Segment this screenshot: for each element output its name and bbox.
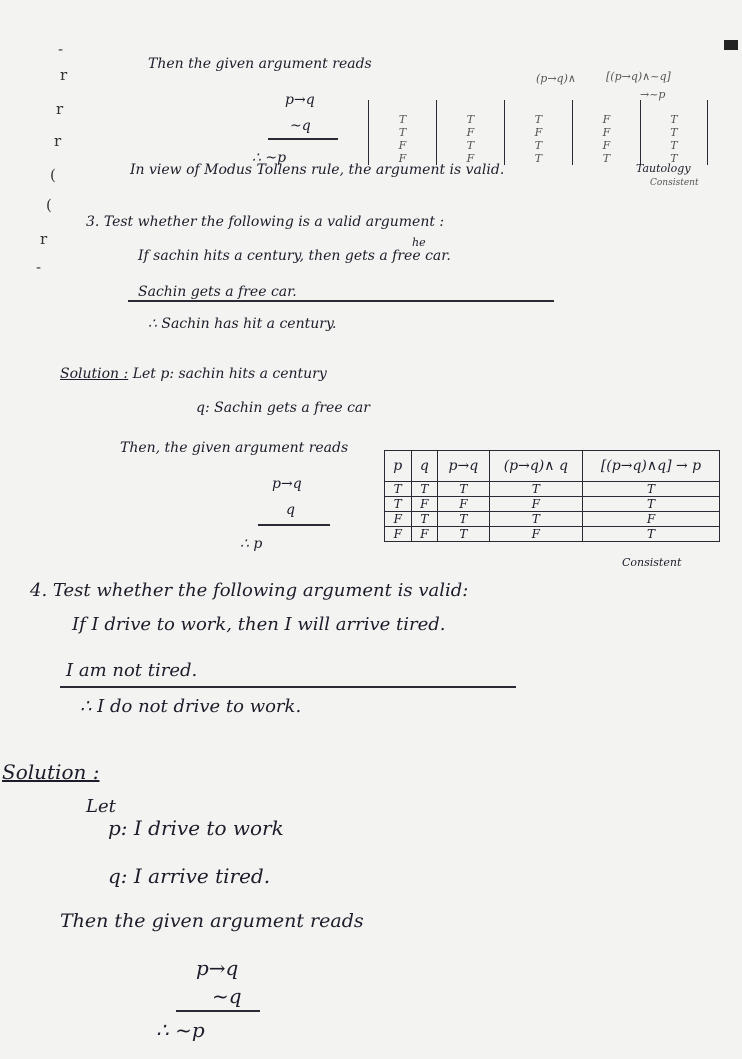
margin-mark: r [56, 100, 64, 118]
table-row: F F T T T [369, 152, 708, 165]
sol3-let: Let [132, 366, 156, 382]
tautology-note: Consistent [650, 178, 699, 188]
q4-conclusion: ∴ I do not drive to work. [80, 696, 302, 717]
top-intro: Then the given argument reads [148, 56, 372, 72]
sol3-label: Solution : [60, 366, 129, 382]
q3-insert-word: he [412, 236, 426, 249]
table-row: T F F F T [369, 126, 708, 139]
top-table-header-right: [(p→q)∧~q] [606, 70, 671, 83]
col-header: p→q [438, 451, 490, 482]
table-row: F F T F T [385, 527, 720, 542]
top-premise-1: p→q [285, 92, 315, 108]
col-header: (p→q)∧ q [489, 451, 582, 482]
margin-mark: ( [50, 166, 56, 184]
sol3-premise-1: p→q [272, 476, 302, 492]
margin-mark: ( [46, 196, 52, 214]
table-row: T T T F T [369, 113, 708, 126]
q4-line-1: If I drive to work, then I will arrive tired. [72, 614, 446, 635]
sol4-let: Let [86, 796, 116, 817]
sol3-conclusion: ∴ p [240, 536, 263, 552]
sol4-intro: Then the given argument reads [60, 910, 364, 932]
margin-mark: - [58, 40, 64, 58]
margin-mark: r [54, 132, 62, 150]
q3-premise-rule [128, 300, 554, 302]
q4-line-2: I am not tired. [66, 660, 198, 681]
sol4-conclusion: ∴ ~p [156, 1018, 205, 1042]
corner-mark [724, 40, 738, 50]
sol4-premise-2: ~q [212, 984, 242, 1008]
col-header: q [411, 451, 438, 482]
top-table-header-mid: (p→q)∧ [536, 72, 576, 85]
q3-heading: Test whether the following is a valid argument : [103, 214, 445, 230]
q3-line-2: Sachin gets a free car. [138, 284, 297, 300]
q3-line-1: If sachin hits a century, then gets a free car. [138, 248, 451, 264]
margin-mark: r [40, 230, 48, 248]
top-table-header-arrow: →~p [640, 88, 666, 101]
top-premise-rule [268, 138, 338, 140]
sol4-label: Solution : [2, 760, 100, 784]
table-row: F T T F T [369, 139, 708, 152]
table-row: F T T T F [385, 512, 720, 527]
top-premise-2: ~q [290, 118, 311, 134]
table-row: T F F F T [385, 497, 720, 512]
table-row: T T T T T [385, 482, 720, 497]
margin-mark: - [36, 258, 42, 276]
sol3-premise-2: q [286, 502, 295, 518]
sol3-verdict: Consistent [622, 556, 682, 569]
top-conclusion: ∴ ~p [252, 150, 287, 166]
top-truth-table [368, 100, 708, 165]
q4-number: 4. [30, 580, 48, 601]
q3-conclusion: ∴ Sachin has hit a century. [148, 316, 337, 332]
sol4-premise-rule [176, 1010, 260, 1012]
sol4-q-def: q: I arrive tired. [108, 864, 271, 888]
table-header-row [385, 451, 720, 482]
q4-premise-rule [60, 686, 516, 688]
col-header: [(p→q)∧q] → p [583, 451, 720, 482]
sol3-premise-rule [258, 524, 330, 526]
top-verdict: In view of Modus Tollens rule, the argument is valid. [130, 162, 505, 178]
q4-heading: Test whether the following argument is valid: [52, 580, 469, 601]
sol3-q-def: q: Sachin gets a free car [196, 400, 370, 416]
sol4-p-def: p: I drive to work [108, 816, 284, 840]
q3-number: 3. [86, 214, 100, 230]
col-header: p [385, 451, 412, 482]
sol3-intro: Then, the given argument reads [120, 440, 349, 456]
sol4-premise-1: p→q [196, 956, 239, 980]
sol3-truth-table [384, 450, 720, 542]
sol3-p-def: p: sachin hits a century [160, 366, 327, 382]
margin-mark: r [60, 66, 68, 84]
tautology-label: Tautology [636, 162, 691, 175]
